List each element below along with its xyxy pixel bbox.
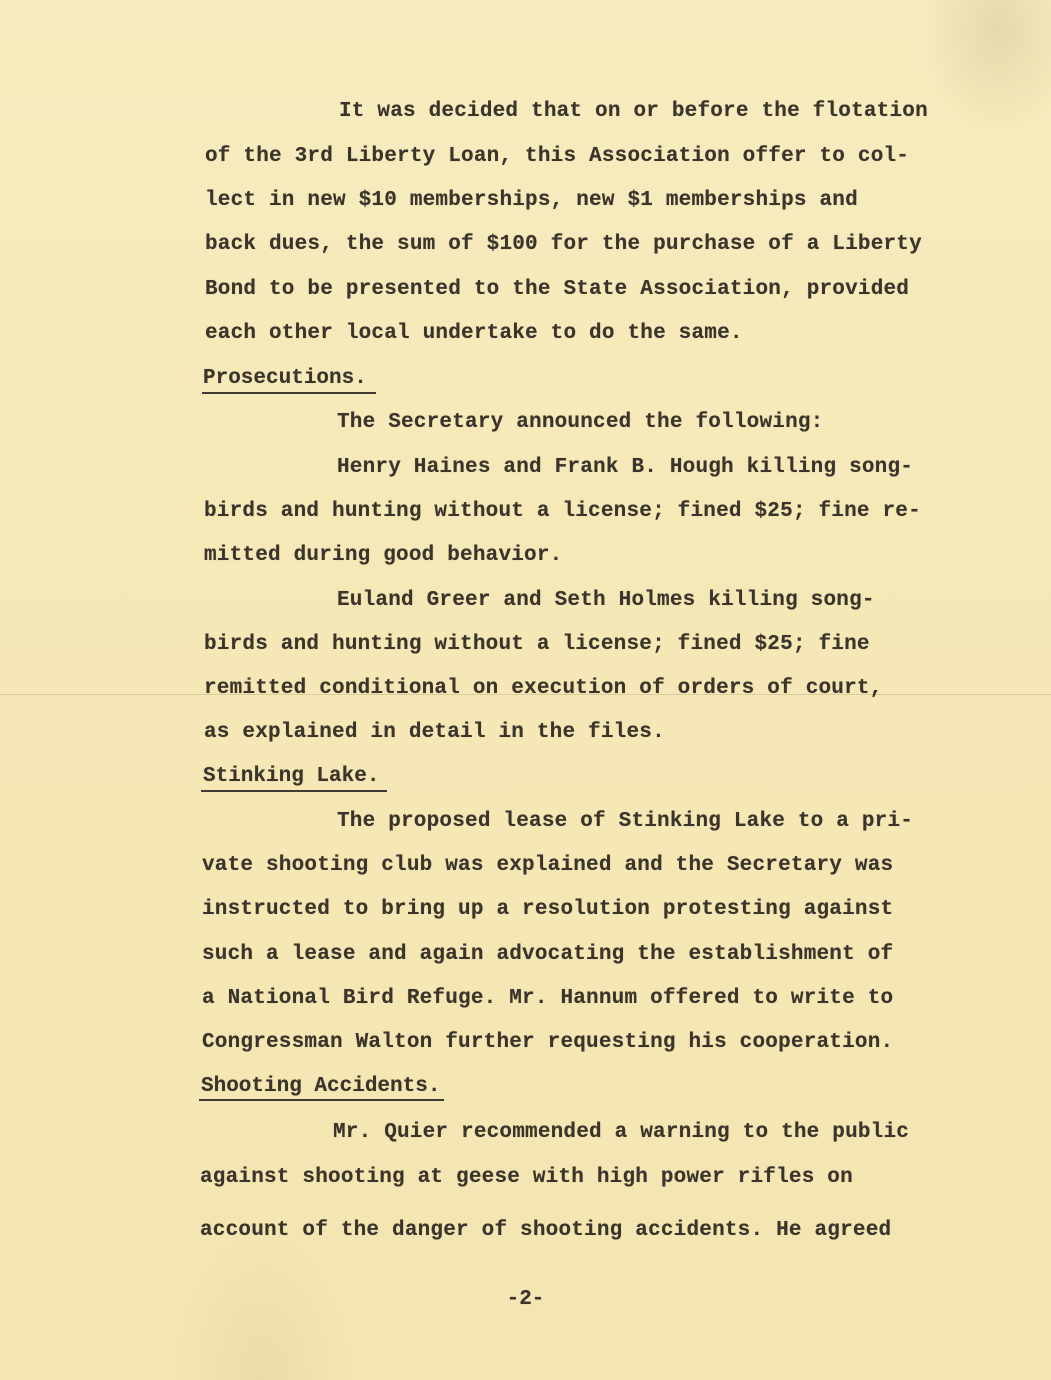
text-line: lect in new $10 memberships, new $1 memberships and <box>205 189 858 212</box>
section-heading-prosecutions: Prosecutions. <box>203 367 367 390</box>
section-heading-stinking-lake: Stinking Lake. <box>203 765 380 788</box>
text-line: The proposed lease of Stinking Lake to a pri- <box>337 810 914 833</box>
heading-underline <box>201 790 387 792</box>
text-line: of the 3rd Liberty Loan, this Association offer to col- <box>205 145 910 168</box>
heading-underline <box>199 1099 444 1101</box>
text-line: instructed to bring up a resolution protesting against <box>202 898 894 921</box>
text-line: Mr. Quier recommended a warning to the public <box>333 1121 910 1144</box>
text-line: as explained in detail in the files. <box>204 721 665 744</box>
text-line: remitted conditional on execution of orders of court, <box>204 677 883 700</box>
text-line: against shooting at geese with high power rifles on <box>200 1166 853 1189</box>
text-line: The Secretary announced the following: <box>337 411 824 434</box>
text-line: each other local undertake to do the same. <box>205 322 743 345</box>
section-heading-shooting-accidents: Shooting Accidents. <box>201 1075 441 1098</box>
text-line: Euland Greer and Seth Holmes killing song- <box>337 589 875 612</box>
text-line: vate shooting club was explained and the Secretary was <box>202 854 894 877</box>
text-line: Henry Haines and Frank B. Hough killing song- <box>337 456 914 479</box>
text-line: a National Bird Refuge. Mr. Hannum offered to write to <box>202 987 894 1010</box>
text-line: Bond to be presented to the State Association, provided <box>205 278 910 301</box>
heading-underline <box>202 392 376 394</box>
text-line: account of the danger of shooting accidents. He agreed <box>200 1219 892 1242</box>
text-line: birds and hunting without a license; fined $25; fine <box>204 633 870 656</box>
text-line: Congressman Walton further requesting his cooperation. <box>202 1031 894 1054</box>
text-line: such a lease and again advocating the establishment of <box>202 943 894 966</box>
text-line: birds and hunting without a license; fined $25; fine re- <box>204 500 921 523</box>
text-line: It was decided that on or before the flotation <box>339 100 928 123</box>
text-line: mitted during good behavior. <box>204 544 563 567</box>
page-number: -2- <box>506 1288 545 1311</box>
text-line: back dues, the sum of $100 for the purchase of a Liberty <box>205 233 922 256</box>
